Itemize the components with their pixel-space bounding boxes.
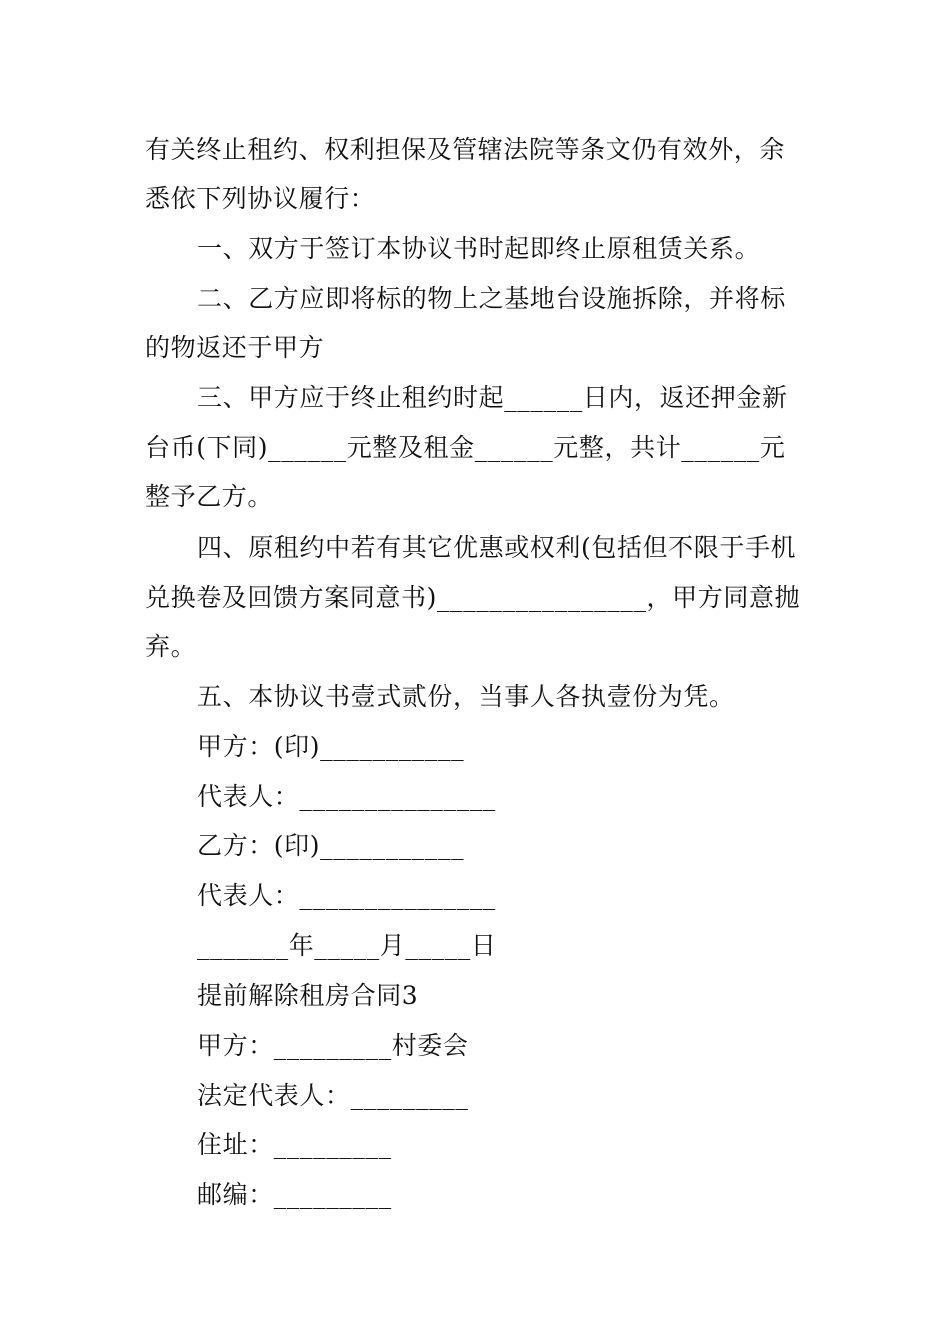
text-line: 有关终止租约、权利担保及管辖法院等条文仍有效外，余 bbox=[145, 135, 786, 164]
text-line: 整予乙方。 bbox=[145, 482, 274, 511]
section-title: 提前解除租房合同3 bbox=[197, 981, 419, 1010]
text-line: 台币(下同)______元整及租金______元整，共计______元 bbox=[145, 433, 786, 462]
postcode-line: 邮编：_________ bbox=[197, 1180, 392, 1209]
party-a-representative: 代表人：_______________ bbox=[197, 782, 496, 811]
legal-representative-line: 法定代表人：_________ bbox=[197, 1081, 469, 1110]
address-line: 住址：_________ bbox=[197, 1130, 392, 1159]
text-line: 弃。 bbox=[145, 632, 197, 661]
clause-3: 三、甲方应于终止租约时起______日内，返还押金新 bbox=[197, 383, 788, 412]
date-line: _______年_____月_____日 bbox=[197, 931, 497, 960]
party-a-seal: 甲方：(印)___________ bbox=[197, 732, 465, 761]
party-a-line: 甲方：_________村委会 bbox=[197, 1031, 469, 1060]
clause-4: 四、原租约中若有其它优惠或权利(包括但不限于手机 bbox=[197, 533, 797, 562]
text-line: 悉依下列协议履行： bbox=[145, 184, 376, 213]
party-b-seal: 乙方：(印)___________ bbox=[197, 831, 465, 860]
text-line: 的物返还于甲方 bbox=[145, 333, 325, 362]
clause-1: 一、双方于签订本协议书时起即终止原租赁关系。 bbox=[197, 234, 761, 263]
clause-2: 二、乙方应即将标的物上之基地台设施拆除，并将标 bbox=[197, 284, 786, 313]
text-line: 兑换卷及回馈方案同意书)________________，甲方同意抛 bbox=[145, 583, 801, 612]
clause-5: 五、本协议书壹式贰份，当事人各执壹份为凭。 bbox=[197, 682, 735, 711]
party-b-representative: 代表人：_______________ bbox=[197, 881, 496, 910]
